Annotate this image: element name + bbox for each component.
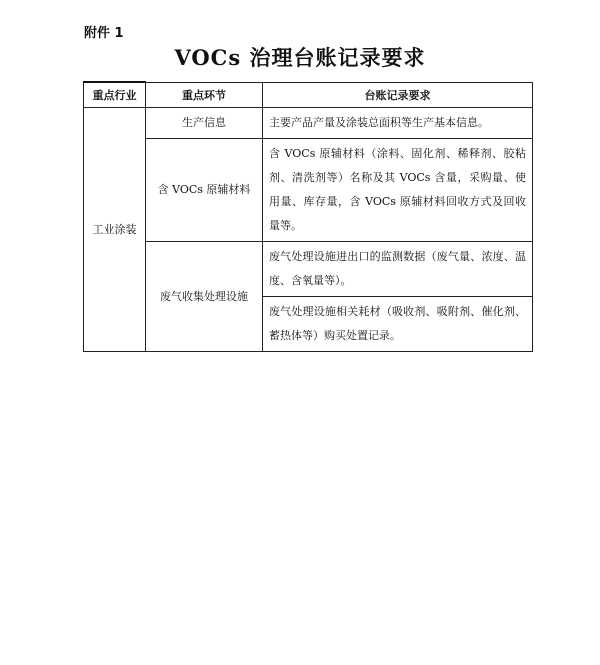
link-cell: 生产信息 — [146, 108, 263, 139]
table-row — [84, 139, 533, 242]
requirement-cell: 含 VOCs 原辅材料（涂料、固化剂、稀释剂、胶粘剂、清洗剂等）名称及其 VOCs 含量，采购量、使用量、库存量，含 VOCs 原辅材料回收方式及回收量等。 — [263, 139, 533, 242]
link-cell: 含 VOCs 原辅材料 — [146, 139, 263, 242]
industry-cell: 工业涂装 — [84, 108, 146, 352]
vocs-ledger-table — [83, 81, 533, 352]
requirement-cell: 主要产品产量及涂装总面积等生产基本信息。 — [263, 108, 533, 139]
table-row — [84, 242, 533, 297]
requirement-cell: 废气处理设施相关耗材（吸收剂、吸附剂、催化剂、蓄热体等）购买处置记录。 — [263, 297, 533, 352]
page-title: VOCs 治理台账记录要求 — [174, 45, 426, 70]
requirement-cell: 废气处理设施进出口的监测数据（废气量、浓度、温度、含氧量等）。 — [263, 242, 533, 297]
table-row — [84, 108, 533, 139]
header-link: 重点环节 — [146, 82, 263, 108]
table-header-row — [84, 82, 533, 108]
header-industry: 重点行业 — [84, 82, 146, 108]
attachment-label: 附件 1 — [84, 26, 124, 41]
link-cell: 废气收集处理设施 — [146, 242, 263, 352]
header-requirements: 台账记录要求 — [263, 82, 533, 108]
